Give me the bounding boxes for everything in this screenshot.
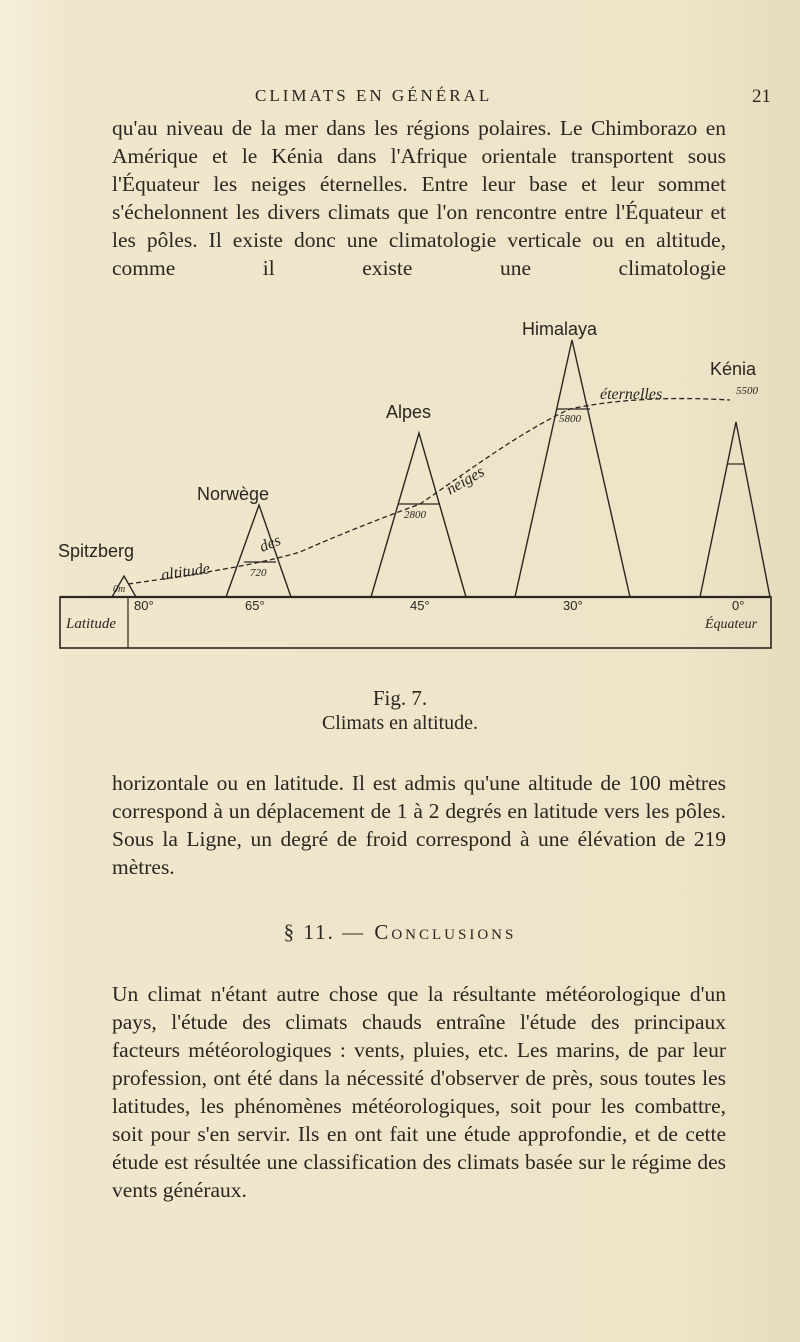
height-himalaya: 5800 (559, 413, 581, 425)
height-kenia: 5500 (736, 385, 758, 397)
peak-norwege (226, 505, 291, 597)
paragraph-intro: qu'au niveau de la mer dans les régions polaires. Le Chimborazo en Amérique et le Kénia dans l'Afrique orientale transportent sous l'Équateur les neiges éternelles. Entre leur base et leur sommet s'échelonnent les divers climats que l'on rencontre entre l'Équateur et les pôles. Il existe donc une climatologie verticale ou en altitude, comme il existe une climatologie (112, 116, 726, 280)
running-head (0, 86, 800, 114)
height-spitzberg: 0m (113, 584, 126, 595)
snowline-word-eternelles: éternelles (600, 386, 663, 403)
height-alpes: 2800 (404, 509, 426, 521)
paragraph-conclusions-text: Un climat n'étant autre chose que la résultante météorologique d'un pays, l'étude des climats chauds entraîne l'étude des principaux facteurs météorologiques : vents, pluies, etc. Les marins, de par leur profession, ont été dans la nécessité d'observer de près, sous toutes les latitudes, les phénomènes météorologiques, soit pour les combattre, soit pour s'en servir. Ils en ont fait une étude approfondie, et de cette étude est résultée une classification des climats basée sur le régime des vents généraux. (112, 982, 726, 1202)
figure-number: Fig. 7. (372, 686, 428, 710)
label-spitzberg: Spitzberg (58, 541, 135, 561)
paragraph-conclusions (112, 980, 726, 1204)
label-norwege: Norwège (197, 484, 270, 504)
snowline-word-neiges: neiges (443, 463, 488, 499)
running-title: CLIMATS EN GÉNÉRAL (255, 86, 493, 105)
lat-65: 65° (245, 598, 265, 613)
lat-45: 45° (410, 598, 430, 613)
figure-title: Climats en altitude. (321, 712, 479, 734)
snowline-word-des: des (257, 531, 284, 556)
lat-80: 80° (134, 598, 154, 613)
paragraph-latitude (112, 769, 726, 881)
label-alpes: Alpes (386, 402, 432, 422)
label-kenia: Kénia (710, 359, 757, 379)
section-title: — Conclusions (342, 920, 517, 944)
section-symbol: § 11. (283, 920, 335, 944)
paragraph-latitude-text: horizontale ou en latitude. Il est admis qu'une altitude de 100 mètres correspond à un déplacement de 1 à 2 degrés en latitude vers les pôles. Sous la Ligne, un degré de froid correspond à une élévation de 219 mètres. (112, 771, 726, 879)
lat-30: 30° (563, 598, 583, 613)
label-himalaya: Himalaya (522, 319, 598, 339)
figure-climats-altitude (0, 300, 800, 660)
section-heading (0, 920, 800, 945)
peak-himalaya (515, 340, 630, 597)
page-number: 21 (752, 86, 771, 107)
axis-label-latitude: Latitude (66, 616, 117, 632)
peak-kenia (700, 422, 770, 597)
snowline-word-altitude: altitude (160, 560, 211, 584)
lat-0: 0° (732, 598, 745, 613)
label-equateur: Équateur (705, 617, 758, 632)
height-norwege: 720 (250, 567, 267, 579)
